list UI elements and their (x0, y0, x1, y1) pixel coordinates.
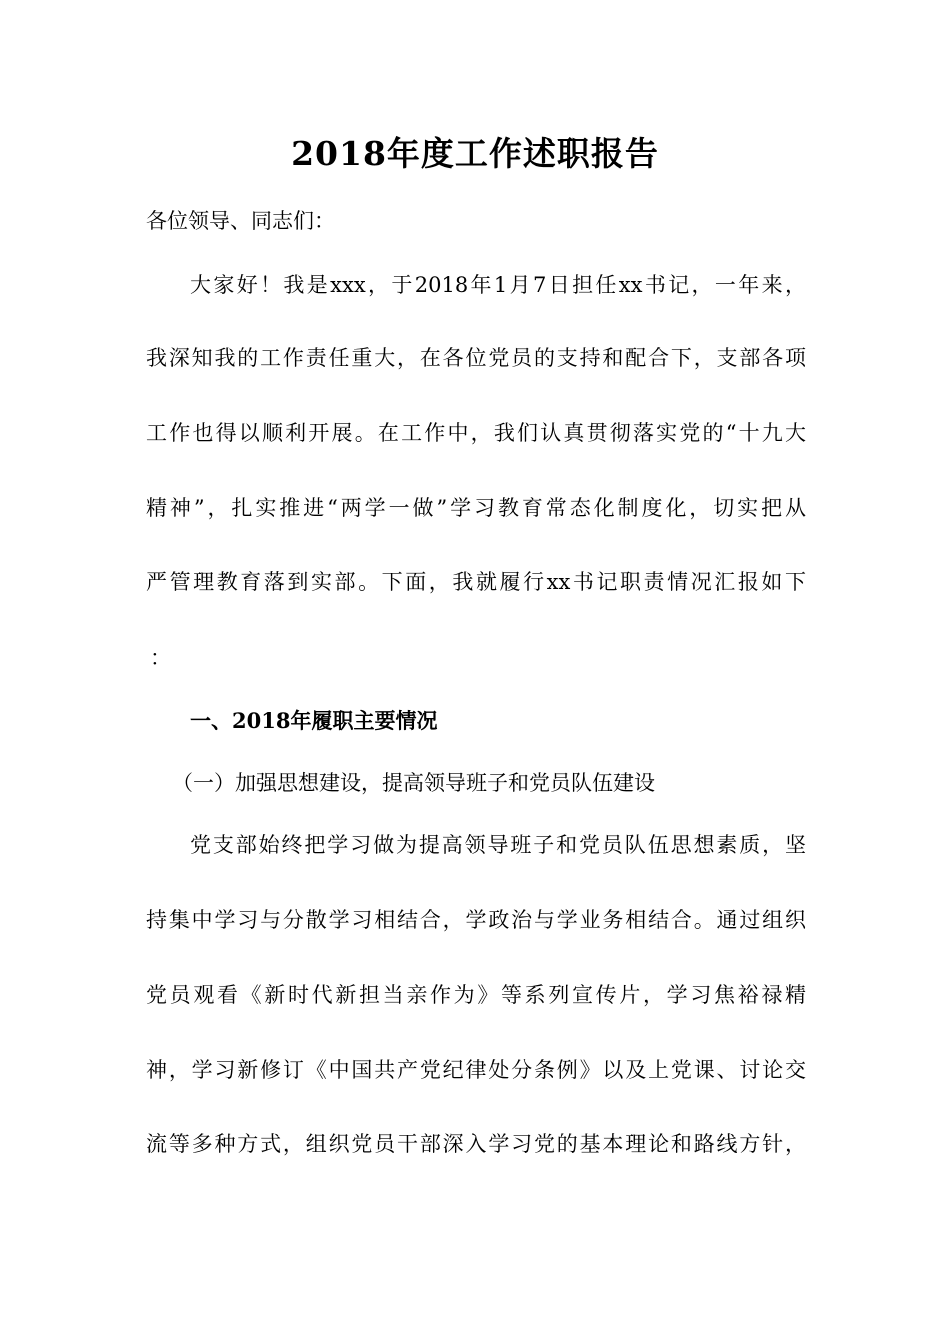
body-line-5: 流等多种方式，组织党员干部深入学习党的基本理论和路线方针， (146, 1132, 806, 1156)
intro-line-2: 我深知我的工作责任重大，在各位党员的支持和配合下，支部各项 (146, 346, 806, 370)
intro-line-1: 大家好！我是xxx，于2018年1月7日担任xx书记，一年来， (190, 273, 806, 297)
intro-line-3: 工作也得以顺利开展。在工作中，我们认真贯彻落实党的“十九大 (146, 421, 806, 445)
greeting: 各位领导、同志们： (146, 209, 335, 233)
body-line-3: 党员观看《新时代新担当亲作为》等系列宣传片，学习焦裕禄精 (146, 983, 806, 1007)
intro-line-4: 精神”，扎实推进“两学一做”学习教育常态化制度化，切实把从 (146, 496, 806, 520)
intro-line-5: 严管理教育落到实部。下面，我就履行xx书记职责情况汇报如下 (146, 570, 806, 594)
document-title: 2018年度工作述职报告 (291, 134, 659, 173)
subsection-heading: （一）加强思想建设，提高领导班子和党员队伍建设 (172, 771, 655, 795)
intro-line-6: ： (150, 646, 171, 670)
section-heading: 一、2018年履职主要情况 (190, 708, 438, 733)
body-line-1: 党支部始终把学习做为提高领导班子和党员队伍思想素质，坚 (190, 833, 806, 857)
body-line-4: 神，学习新修订《中国共产党纪律处分条例》以及上党课、讨论交 (146, 1058, 806, 1082)
body-line-2: 持集中学习与分散学习相结合，学政治与学业务相结合。通过组织 (146, 908, 806, 932)
